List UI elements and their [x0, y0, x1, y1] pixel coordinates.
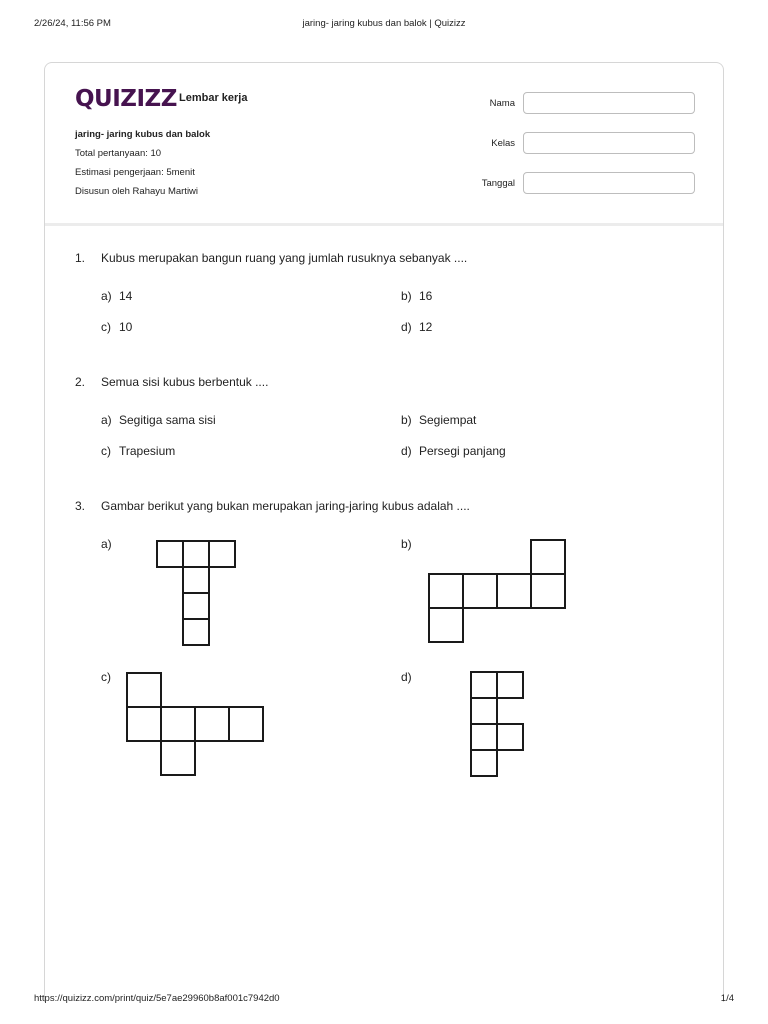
option-letter: a) — [101, 413, 112, 427]
net-square — [127, 707, 161, 741]
cube-net-a-svg — [155, 539, 237, 647]
net-square — [229, 707, 263, 741]
cube-net-d-svg — [469, 670, 525, 778]
option-b[interactable] — [401, 413, 476, 427]
option-text: Segiempat — [419, 413, 477, 427]
worksheet-header — [45, 63, 723, 226]
date-label: Tanggal — [481, 178, 515, 189]
author: Disusun oleh Rahayu Martiwi — [75, 186, 199, 197]
net-square — [531, 540, 565, 574]
option-text: 16 — [419, 289, 433, 303]
option-text: 12 — [419, 320, 433, 334]
net-square — [183, 619, 209, 645]
worksheet-label: Lembar kerja — [179, 92, 248, 104]
cube-net-c — [125, 671, 265, 777]
option-letter: c) — [101, 320, 111, 334]
net-square — [429, 574, 463, 608]
option-b[interactable] — [401, 289, 432, 303]
net-square — [471, 672, 497, 698]
option-letter: d) — [401, 444, 412, 458]
net-square — [497, 672, 523, 698]
class-field[interactable] — [523, 132, 695, 154]
net-square — [183, 567, 209, 593]
net-square — [183, 541, 209, 567]
net-square — [471, 750, 497, 776]
net-square — [497, 574, 531, 608]
option-letter: b) — [401, 289, 412, 303]
question-text: Kubus merupakan bangun ruang yang jumlah rusuknya sebanyak .... — [101, 251, 468, 265]
net-square — [195, 707, 229, 741]
quizizz-logo: QUIZIZZ — [75, 86, 177, 112]
option-a[interactable] — [101, 537, 119, 551]
class-label: Kelas — [491, 138, 515, 149]
option-b[interactable] — [401, 537, 419, 551]
quiz-title: jaring- jaring kubus dan balok — [75, 129, 211, 140]
estimated-time: Estimasi pengerjaan: 5menit — [75, 167, 195, 178]
option-a[interactable] — [101, 413, 216, 427]
net-square — [531, 574, 565, 608]
print-url: https://quizizz.com/print/quiz/5e7ae29960b8af001c7942d0 — [34, 993, 280, 1004]
net-square — [429, 608, 463, 642]
question-number: 2. — [75, 375, 86, 389]
name-label: Nama — [489, 98, 515, 109]
print-title: jaring- jaring kubus dan balok | Quizizz — [302, 18, 466, 29]
option-letter: d) — [401, 670, 412, 684]
net-square — [497, 724, 523, 750]
net-square — [127, 673, 161, 707]
total-questions: Total pertanyaan: 10 — [75, 148, 162, 159]
net-square — [161, 707, 195, 741]
net-square — [471, 724, 497, 750]
option-letter: c) — [101, 670, 111, 684]
net-square — [183, 593, 209, 619]
option-letter: c) — [101, 444, 111, 458]
print-datetime: 2/26/24, 11:56 PM — [34, 18, 111, 29]
net-square — [471, 698, 497, 724]
question-text: Gambar berikut yang bukan merupakan jaring-jaring kubus adalah .... — [101, 499, 470, 513]
cube-net-d — [469, 670, 525, 778]
option-letter: d) — [401, 320, 412, 334]
option-a[interactable] — [101, 289, 132, 303]
option-d[interactable] — [401, 320, 432, 334]
question-text: Semua sisi kubus berbentuk .... — [101, 375, 269, 389]
question-number: 3. — [75, 499, 86, 513]
option-text: 10 — [119, 320, 133, 334]
option-letter: b) — [401, 413, 412, 427]
worksheet — [44, 62, 724, 1002]
option-c[interactable] — [101, 320, 132, 334]
option-letter: a) — [101, 289, 112, 303]
option-text: Trapesium — [119, 444, 176, 458]
option-letter: a) — [101, 537, 112, 551]
cube-net-a — [155, 539, 237, 647]
option-d[interactable] — [401, 670, 419, 684]
option-text: 14 — [119, 289, 133, 303]
option-text: Persegi panjang — [419, 444, 506, 458]
question-number: 1. — [75, 251, 86, 265]
cube-net-c-svg — [125, 671, 265, 777]
net-square — [463, 574, 497, 608]
option-letter: b) — [401, 537, 412, 551]
page-number: 1/4 — [720, 993, 734, 1004]
net-square — [157, 541, 183, 567]
date-field[interactable] — [523, 172, 695, 194]
quiz-meta — [75, 125, 210, 201]
option-c[interactable] — [101, 670, 119, 684]
net-square — [209, 541, 235, 567]
cube-net-b-svg — [427, 538, 567, 644]
cube-net-b — [427, 538, 567, 644]
name-field[interactable] — [523, 92, 695, 114]
option-text: Segitiga sama sisi — [119, 413, 216, 427]
option-c[interactable] — [101, 444, 175, 458]
net-square — [161, 741, 195, 775]
option-d[interactable] — [401, 444, 506, 458]
